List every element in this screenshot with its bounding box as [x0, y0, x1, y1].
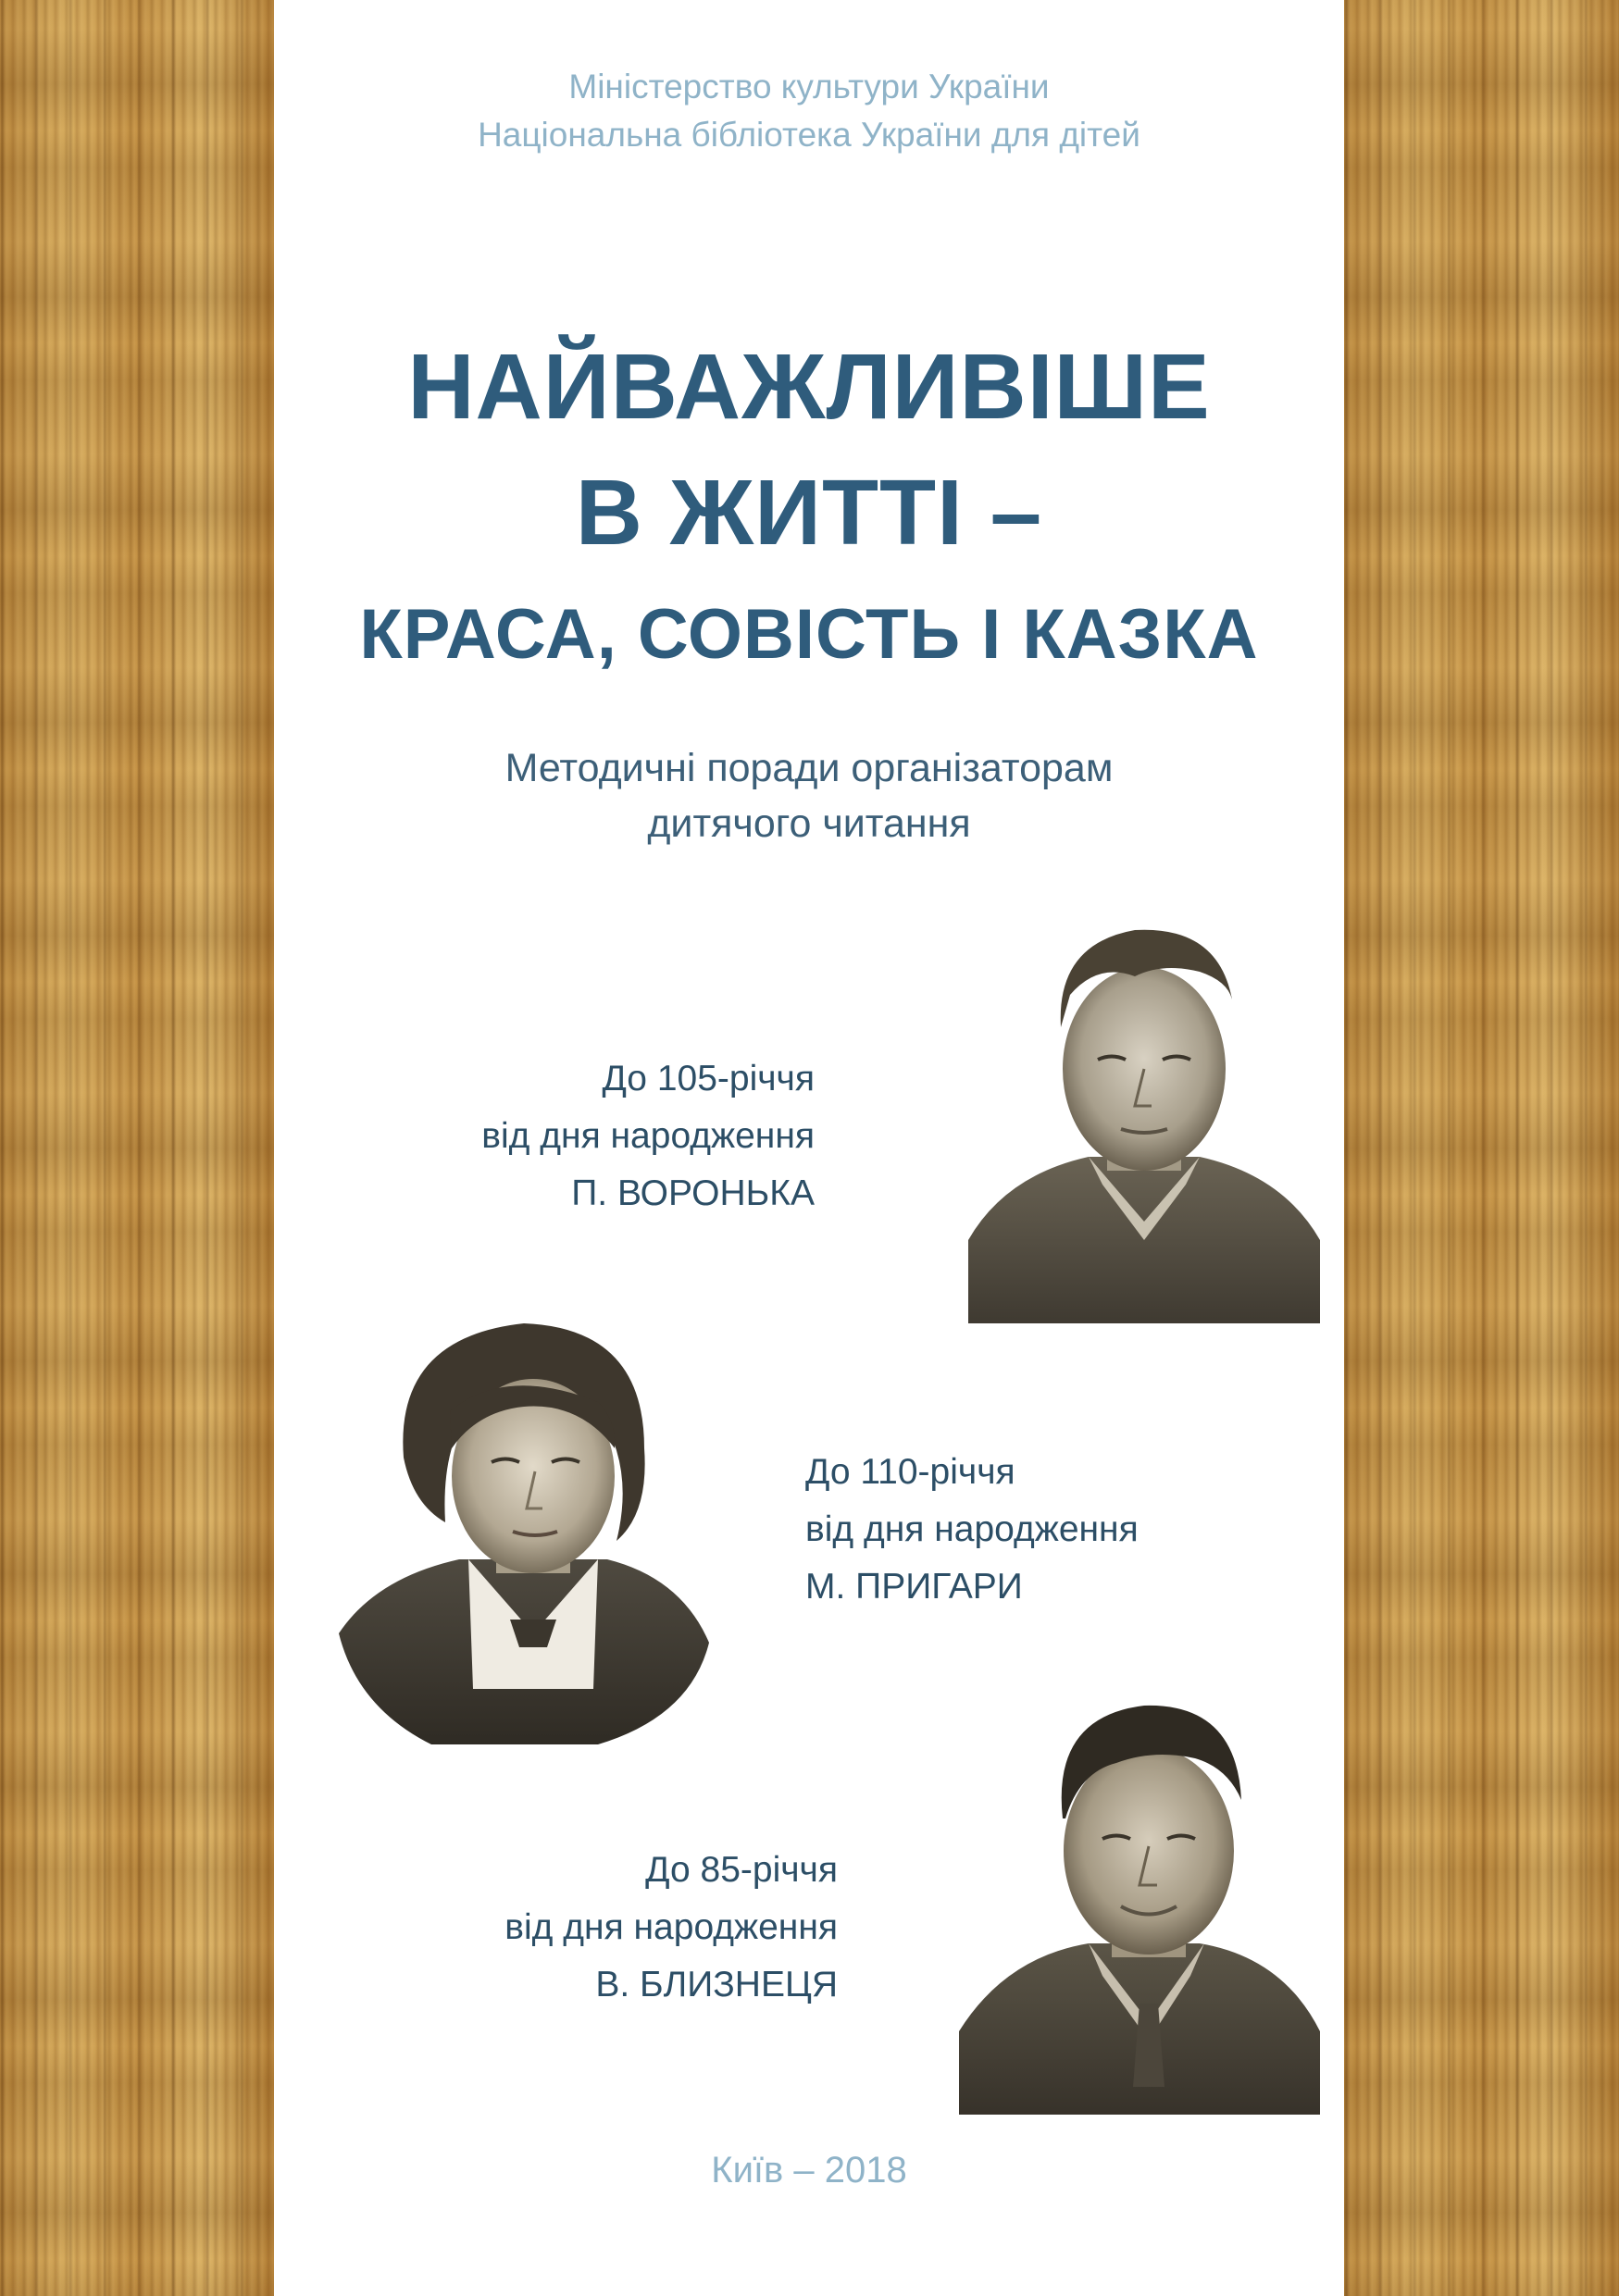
anniversary-label: До 85-річчя [645, 1850, 838, 1890]
portrait-voronko [950, 907, 1339, 1323]
anniversary-label: До 105-річчя [602, 1059, 815, 1098]
wood-border-right [1344, 0, 1619, 2296]
author-name: П. ВОРОНЬКА [571, 1173, 815, 1213]
anniversary-pryhara [805, 1444, 1268, 1616]
author-name: М. ПРИГАРИ [805, 1567, 1023, 1607]
portrait-pryhara [339, 1300, 718, 1754]
anniversary-blyznets [375, 1842, 838, 2014]
book-subtitle [274, 740, 1344, 851]
author-name: В. БЛИЗНЕЦЯ [595, 1965, 838, 2004]
title-line-2: В ЖИТТІ – [575, 461, 1043, 565]
ministry-name: Міністерство культури України [568, 68, 1050, 105]
title-line-1: НАЙВАЖЛИВІШЕ [407, 335, 1211, 439]
anniversary-label: від дня народження [504, 1907, 838, 1947]
anniversary-voronko [352, 1050, 815, 1222]
publisher-header [274, 63, 1344, 159]
anniversary-label: від дня народження [481, 1116, 815, 1156]
cover-page [274, 0, 1344, 2296]
anniversary-label: До 110-річчя [805, 1452, 1015, 1492]
book-title [274, 335, 1344, 674]
anniversary-label: від дня народження [805, 1509, 1139, 1549]
portrait-blyznets [950, 1680, 1339, 2115]
title-line-3: КРАСА, СОВІСТЬ І КАЗКА [359, 595, 1259, 674]
publication-place-year: Київ – 2018 [711, 2150, 907, 2191]
library-name: Національна бібліотека України для дітей [478, 116, 1140, 154]
wood-border-left [0, 0, 274, 2296]
subtitle-line-1: Методичні поради організаторам [504, 746, 1114, 790]
subtitle-line-2: дитячого читання [647, 801, 971, 846]
